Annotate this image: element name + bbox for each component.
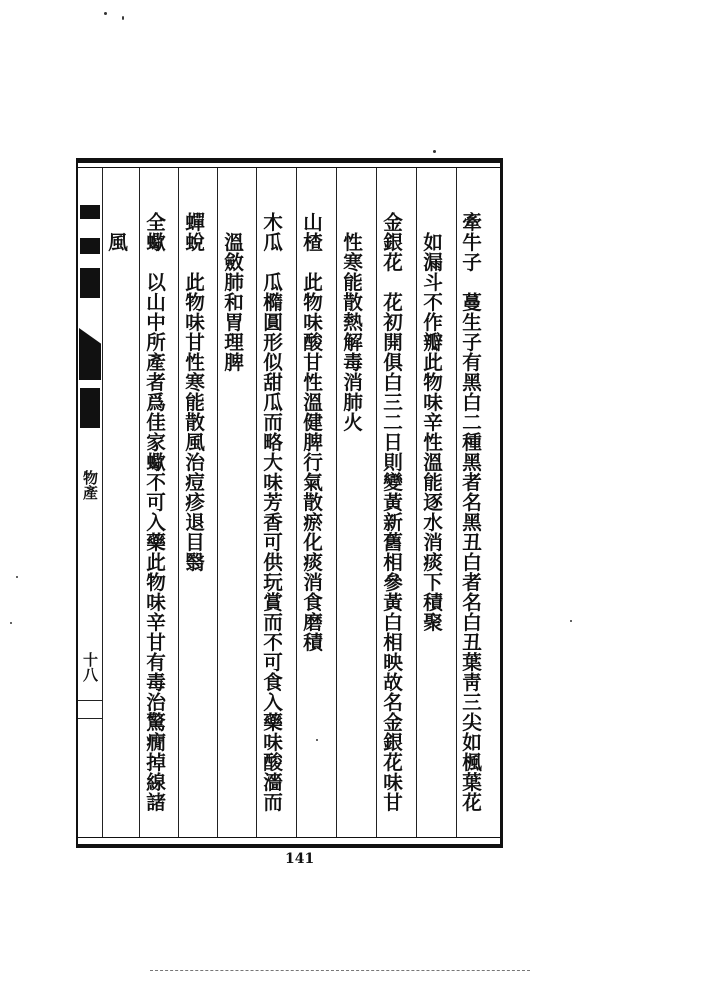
band-rule: [78, 718, 102, 719]
text-column: 金銀花 花初開俱白三二日則變黃新舊相參黃白相映故名金銀花味甘: [379, 212, 403, 812]
column-rule: [416, 168, 417, 837]
text-column: 風: [104, 232, 128, 252]
text-column: 全蠍 以山中所產者爲佳家蠍不可入藥此物味辛甘有毒治驚癇掉線諸: [142, 212, 166, 812]
band-mark: [80, 388, 100, 428]
column-rule: [376, 168, 377, 837]
text-column: 山楂 此物味酸甘性溫健脾行氣散瘀化痰消食磨積: [299, 212, 323, 652]
scan-speck: [10, 622, 12, 624]
column-rule: [296, 168, 297, 837]
scan-speck: [16, 576, 18, 578]
scan-speck: [316, 739, 318, 741]
text-column: 蟬蛻 此物味甘性寒能散風治痘疹退目翳: [181, 212, 205, 572]
band-section-title: 物產: [81, 470, 99, 500]
column-rule: [456, 168, 457, 837]
band-mark: [80, 205, 100, 219]
text-column: 木瓜 瓜橢圓形似甜瓜而略大味芳香可供玩賞而不可食入藥味酸濇而: [259, 212, 283, 812]
band-mark: [80, 238, 100, 254]
frame-top-border: [76, 158, 502, 163]
frame-left-border: [76, 158, 78, 848]
column-rule: [178, 168, 179, 837]
band-mark: [80, 268, 100, 298]
column-rule: [336, 168, 337, 837]
column-rule: [217, 168, 218, 837]
column-rule: [256, 168, 257, 837]
scan-edge-artifact: [150, 970, 530, 972]
scan-speck: [122, 16, 124, 20]
frame-bottom-border: [76, 844, 502, 848]
scan-speck: [433, 150, 436, 153]
band-rule: [78, 700, 102, 701]
text-column: 如漏斗不作瓣此物味辛性溫能逐水消痰下積聚: [419, 232, 443, 632]
scan-speck: [104, 12, 107, 15]
text-column: 溫斂肺和胃理脾: [220, 232, 244, 372]
page-number: 141: [285, 851, 315, 867]
band-fishtail: [79, 328, 101, 380]
column-rule: [102, 168, 103, 837]
frame-right-border: [500, 158, 503, 848]
frame-bottom-inner-rule: [76, 837, 502, 838]
column-rule: [139, 168, 140, 837]
scan-speck: [570, 620, 572, 622]
band-folio-number: 十八: [81, 652, 99, 682]
text-column: 牽牛子 蔓生子有黑白二種黑者名黑丑白者名白丑葉靑三尖如楓葉花: [458, 212, 482, 812]
text-column: 性寒能散熱解毒消肺火: [339, 232, 363, 432]
